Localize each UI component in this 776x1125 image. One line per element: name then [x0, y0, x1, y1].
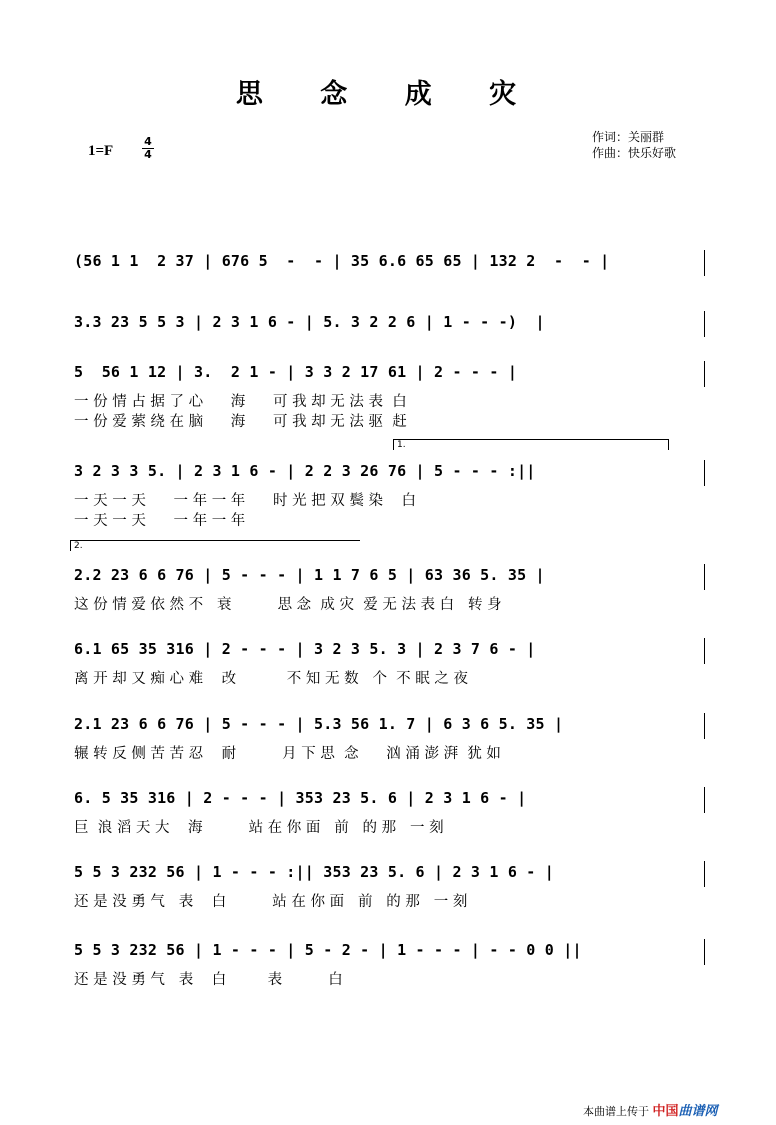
staff-row	[0, 789, 776, 859]
lyric-line: 巨 浪 滔 天 大 海 站 在 你 面 前 的 那 一 刻	[74, 820, 444, 836]
note-line: 5 5 3 232 56 | 1 - - - :|| 353 23 5. 6 | 2 3 1 6 - |	[74, 863, 554, 881]
note-line: 3.3 23 5 5 3 | 2 3 1 6 - | 5. 3 2 2 6 | 1 - - -) |	[74, 313, 545, 331]
lyric-line: 这 份 情 爱 依 然 不 衰 思 念 成 灾 爱 无 法 表 白 转 身	[74, 597, 502, 613]
staff-row	[0, 541, 776, 636]
composer: 作曲：快乐好歌	[592, 146, 677, 160]
staff-row	[0, 863, 776, 933]
staff-row	[0, 715, 776, 785]
right-barline	[704, 460, 705, 486]
note-line: (56 1 1 2 37 | 676 5 - - | 35 6.6 65 65 | 132 2 - - |	[74, 252, 610, 270]
note-line: 3 2 3 3 5. | 2 3 1 6 - | 2 2 3 26 76 | 5 - - - :||	[74, 462, 536, 480]
right-barline	[704, 564, 705, 590]
site-logo: 中国	[652, 1104, 679, 1119]
right-barline	[704, 638, 705, 664]
page-title: 思 念 成 灾	[235, 79, 541, 110]
lyric-line: 一 天 一 天 一 年 一 年 时 光 把 双 鬓 染 白	[74, 493, 416, 509]
lyric-line: 一 份 情 占 据 了 心 海 可 我 却 无 法 表 白	[74, 394, 407, 410]
volta-bracket	[393, 439, 669, 450]
watermark	[583, 1100, 718, 1119]
time-signature	[142, 136, 154, 161]
note-line: 2.2 23 6 6 76 | 5 - - - | 1 1 7 6 5 | 63 36 5. 35 |	[74, 566, 545, 584]
note-line: 5 56 1 12 | 3. 2 1 - | 3 3 2 17 61 | 2 - - - |	[74, 363, 518, 381]
note-line: 2.1 23 6 6 76 | 5 - - - | 5.3 56 1. 7 | 6 3 6 5. 35 |	[74, 715, 564, 733]
right-barline	[704, 250, 705, 276]
credits	[592, 129, 676, 161]
site-name: 曲谱网	[678, 1104, 718, 1119]
right-barline	[704, 939, 705, 965]
lyric-line: 辗 转 反 侧 苦 苦 忍 耐 月 下 思 念 汹 涌 澎 湃 犹 如	[74, 746, 501, 762]
lyric-line: 一 份 爱 萦 绕 在 脑 海 可 我 却 无 法 驱 赶	[74, 414, 407, 430]
lyricist: 作词：关丽群	[592, 130, 665, 144]
right-barline	[704, 311, 705, 337]
volta-label: 1.	[397, 440, 406, 450]
note-line: 6.1 65 35 316 | 2 - - - | 3 2 3 5. 3 | 2 3 7 6 - |	[74, 640, 536, 658]
right-barline	[704, 713, 705, 739]
upload-text: 本曲谱上传于	[583, 1105, 649, 1118]
key-signature: 1=F	[88, 143, 114, 159]
right-barline	[704, 787, 705, 813]
staff-row	[0, 941, 776, 1011]
staff-row	[0, 252, 776, 322]
staff-row	[0, 363, 776, 433]
lyric-line: 一 天 一 天 一 年 一 年	[74, 513, 246, 529]
lyric-line: 还 是 没 勇 气 表 白 表 白	[74, 972, 343, 988]
note-line: 5 5 3 232 56 | 1 - - - | 5 - 2 - | 1 - - - | - - 0 0 ||	[74, 941, 582, 959]
volta-bracket	[70, 540, 360, 551]
staff-row	[0, 640, 776, 710]
meter-top: 4	[144, 135, 152, 148]
volta-label: 2.	[74, 541, 83, 551]
lyric-line: 还 是 没 勇 气 表 白 站 在 你 面 前 的 那 一 刻	[74, 894, 468, 910]
meter-bottom: 4	[142, 148, 154, 161]
right-barline	[704, 861, 705, 887]
lyric-line: 离 开 却 又 痴 心 难 改 不 知 无 数 个 不 眠 之 夜	[74, 671, 468, 687]
staff-row	[0, 440, 776, 532]
note-line: 6. 5 35 316 | 2 - - - | 353 23 5. 6 | 2 3 1 6 - |	[74, 789, 527, 807]
right-barline	[704, 361, 705, 387]
